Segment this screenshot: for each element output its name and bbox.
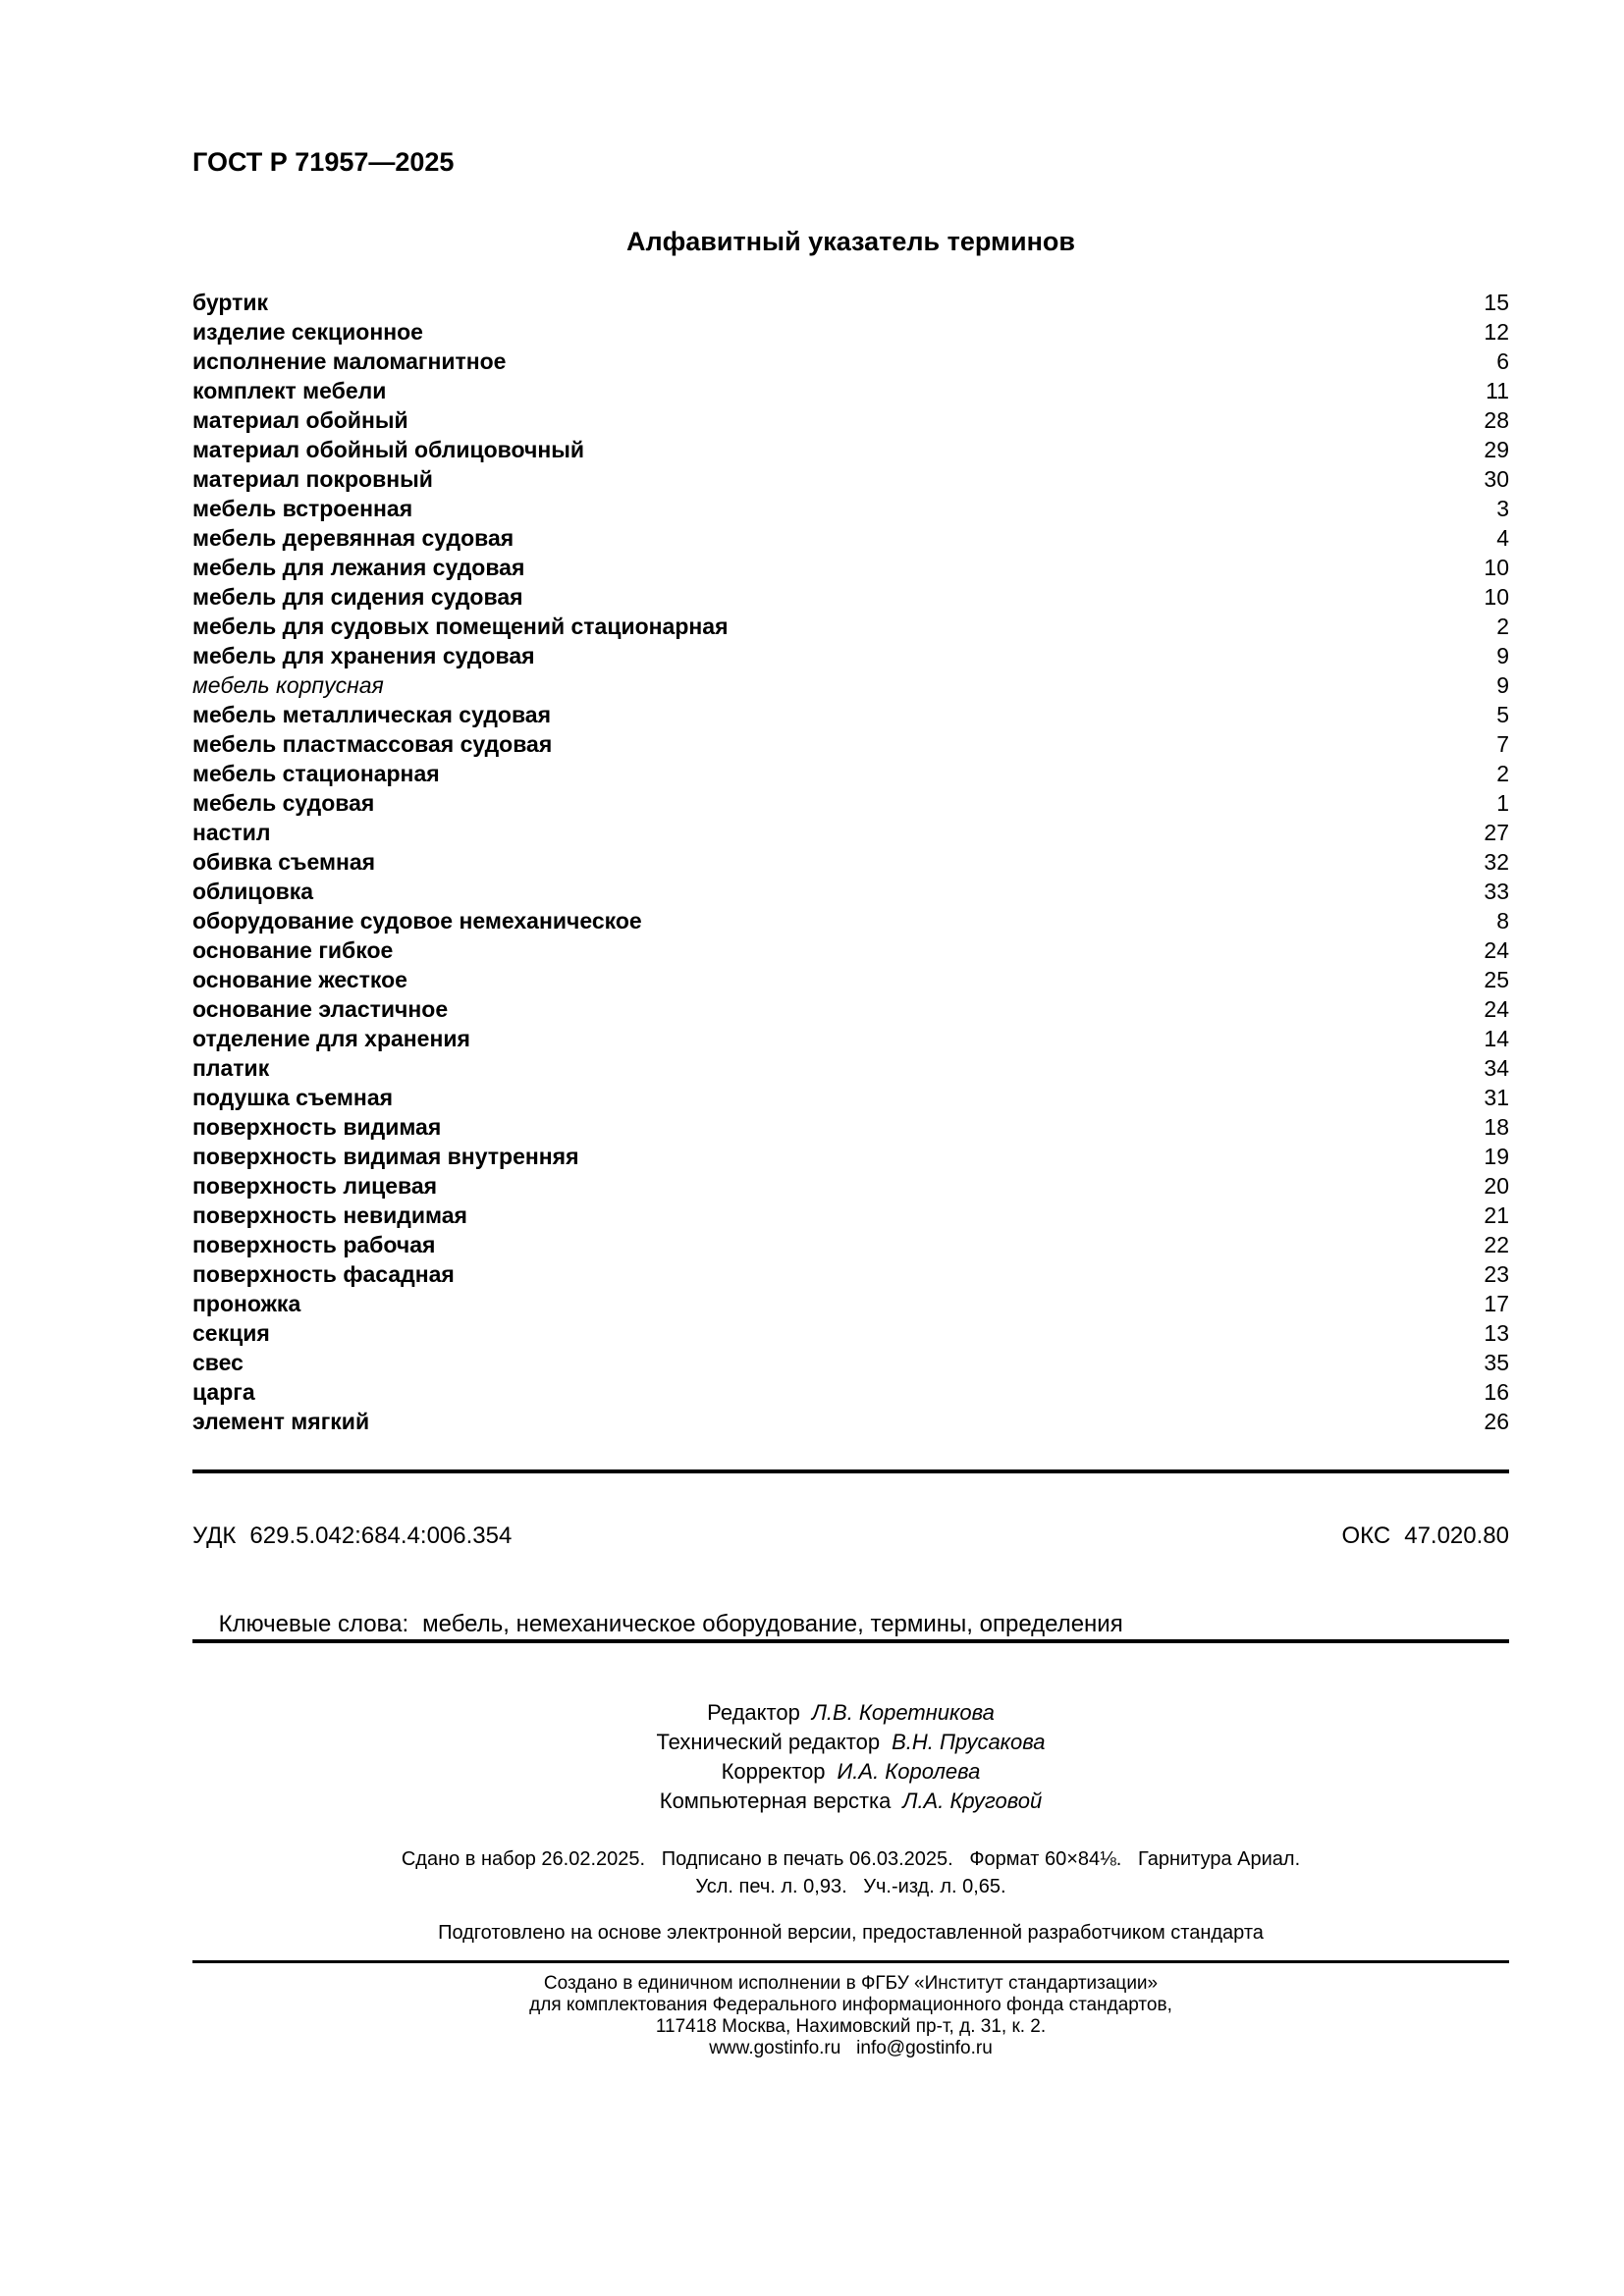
index-entry-row (192, 1348, 1509, 1377)
index-entry-row (192, 935, 1509, 965)
index-term: настил (192, 820, 271, 845)
staff-role: Компьютерная верстка (659, 1789, 892, 1813)
index-term: поверхность видимая (192, 1114, 442, 1140)
index-term: обивка съемная (192, 849, 376, 875)
index-page-number: 6 (1496, 348, 1509, 374)
index-page-number: 31 (1484, 1085, 1509, 1110)
colophon-staff-block (192, 1698, 1509, 1816)
index-entry-row (192, 494, 1509, 523)
index-entry-row (192, 847, 1509, 877)
index-term: подушка съемная (192, 1085, 394, 1110)
print-info-line-2: Усл. печ. л. 0,93. Уч.-изд. л. 0,65. (695, 1876, 1006, 1897)
index-entry-row (192, 1318, 1509, 1348)
index-term: мебель для судовых помещений стационарная (192, 614, 729, 639)
index-entry-row (192, 994, 1509, 1024)
index-entry-row (192, 1142, 1509, 1171)
index-term: мебель судовая (192, 790, 375, 816)
index-page-number: 23 (1484, 1261, 1509, 1287)
publisher-line: www.gostinfo.ru info@gostinfo.ru (709, 2038, 993, 2058)
index-entry-row (192, 1201, 1509, 1230)
index-entry-row (192, 700, 1509, 729)
index-entry-row (192, 670, 1509, 700)
index-entry-row (192, 1024, 1509, 1053)
doc-code: ГОСТ Р 71957—2025 (192, 147, 455, 177)
index-term: поверхность фасадная (192, 1261, 455, 1287)
index-term: мебель металлическая судовая (192, 702, 552, 727)
index-page-number: 21 (1484, 1202, 1509, 1228)
index-page-number: 25 (1484, 967, 1509, 992)
index-entry-row (192, 1083, 1509, 1112)
index-page-number: 10 (1484, 584, 1509, 610)
index-entry-row (192, 523, 1509, 553)
colophon-staff-line (192, 1757, 1509, 1787)
index-term: комплект мебели (192, 378, 387, 403)
index-entry-row (192, 818, 1509, 847)
index-page-number: 26 (1484, 1409, 1509, 1434)
index-page-number: 17 (1484, 1291, 1509, 1316)
index-term: свес (192, 1350, 244, 1375)
index-page-number: 1 (1496, 790, 1509, 816)
index-entry-row (192, 1377, 1509, 1407)
index-term: поверхность невидимая (192, 1202, 467, 1228)
index-page-number: 27 (1484, 820, 1509, 845)
index-page-number: 3 (1496, 496, 1509, 521)
staff-name: В.Н. Прусакова (892, 1730, 1046, 1754)
index-term: мебель корпусная (192, 672, 384, 698)
index-page-number: 2 (1496, 614, 1509, 639)
index-page-number: 29 (1484, 437, 1509, 462)
index-entry-row (192, 788, 1509, 818)
index-term: материал покровный (192, 466, 433, 492)
index-page-number: 34 (1484, 1055, 1509, 1081)
index-page-number: 33 (1484, 879, 1509, 904)
publisher-line: Создано в единичном исполнении в ФГБУ «Институт стандартизации» (543, 1973, 1159, 1994)
index-term: проножка (192, 1291, 301, 1316)
index-page-number: 32 (1484, 849, 1509, 875)
staff-name: Л.А. Круговой (902, 1789, 1043, 1813)
oks-code (1342, 1522, 1510, 1551)
staff-role: Редактор (707, 1700, 800, 1725)
divider-after-keywords (192, 1639, 1509, 1643)
udk-label: УДК (192, 1522, 237, 1549)
print-info-line-1: Сдано в набор 26.02.2025. Подписано в печать 06.03.2025. Формат 60×84⅛. Гарнитура Ариал. (401, 1848, 1301, 1870)
udk-value: 629.5.042:684.4:006.354 (249, 1522, 513, 1549)
index-entry-row (192, 464, 1509, 494)
index-page-number: 19 (1484, 1144, 1509, 1169)
index-entry-row (192, 288, 1509, 317)
index-entry-row (192, 1053, 1509, 1083)
index-entry-row (192, 877, 1509, 906)
codes-row (192, 1522, 1509, 1551)
colophon-staff-line (192, 1728, 1509, 1757)
index-page-number: 10 (1484, 555, 1509, 580)
staff-role: Корректор (721, 1759, 826, 1784)
index-entry-row (192, 376, 1509, 405)
publisher-line: для комплектования Федерального информационного фонда стандартов, (529, 1995, 1172, 2015)
index-page-number: 24 (1484, 996, 1509, 1022)
oks-label: ОКС (1341, 1522, 1391, 1549)
index-entry-row (192, 317, 1509, 347)
publisher-line: 117418 Москва, Нахимовский пр-т, д. 31, к. 2. (655, 2016, 1047, 2037)
index-entry-row (192, 405, 1509, 435)
index-entry-row (192, 1259, 1509, 1289)
index-page-number: 2 (1496, 761, 1509, 786)
index-page-number: 20 (1484, 1173, 1509, 1199)
divider-after-index (192, 1469, 1509, 1473)
index-entry-row (192, 1230, 1509, 1259)
index-term: царга (192, 1379, 255, 1405)
staff-role: Технический редактор (656, 1730, 881, 1754)
index-page-number: 12 (1484, 319, 1509, 345)
index-entry-row (192, 435, 1509, 464)
index-term: основание эластичное (192, 996, 449, 1022)
index-page-number: 4 (1496, 525, 1509, 551)
index-page-number: 30 (1484, 466, 1509, 492)
udk-code (192, 1522, 512, 1551)
index-term: мебель встроенная (192, 496, 413, 521)
page-title: Алфавитный указатель терминов (626, 227, 1075, 256)
index-page-number: 28 (1484, 407, 1509, 433)
index-page-number: 8 (1496, 908, 1509, 934)
index-page-number: 14 (1484, 1026, 1509, 1051)
index-entry-row (192, 347, 1509, 376)
index-page-number: 24 (1484, 937, 1509, 963)
index-entry-row (192, 1407, 1509, 1436)
publisher-block (192, 1973, 1509, 2059)
staff-name: И.А. Королева (837, 1759, 981, 1784)
index-entry-row (192, 1171, 1509, 1201)
index-term: исполнение маломагнитное (192, 348, 507, 374)
keywords-line (192, 1580, 1509, 1669)
index-term: мебель для сидения судовая (192, 584, 523, 610)
index-term: оборудование судовое немеханическое (192, 908, 642, 934)
index-page-number: 35 (1484, 1350, 1509, 1375)
index-page-number: 18 (1484, 1114, 1509, 1140)
colophon-staff-line (192, 1787, 1509, 1816)
index-term: мебель пластмассовая судовая (192, 731, 553, 757)
index-page-number: 5 (1496, 702, 1509, 727)
index-term: облицовка (192, 879, 314, 904)
index-entry-row (192, 729, 1509, 759)
index-term: основание жесткое (192, 967, 407, 992)
index-term: отделение для хранения (192, 1026, 470, 1051)
index-term: мебель стационарная (192, 761, 440, 786)
index-page-number: 15 (1484, 290, 1509, 315)
index-term: поверхность видимая внутренняя (192, 1144, 579, 1169)
index-term: основание гибкое (192, 937, 394, 963)
index-entry-row (192, 965, 1509, 994)
alphabetical-index-list (192, 288, 1509, 1436)
index-page-number: 9 (1496, 643, 1509, 668)
index-term: материал обойный (192, 407, 408, 433)
index-term: мебель для лежания судовая (192, 555, 525, 580)
index-term: буртик (192, 290, 269, 315)
keywords-text: мебель, немеханическое оборудование, термины, определения (422, 1611, 1123, 1637)
oks-value: 47.020.80 (1404, 1522, 1509, 1549)
index-term: платик (192, 1055, 270, 1081)
index-entry-row (192, 553, 1509, 582)
colophon-staff-line (192, 1698, 1509, 1728)
index-term: изделие секционное (192, 319, 423, 345)
keywords-label: Ключевые слова: (218, 1611, 409, 1637)
index-page-number: 7 (1496, 731, 1509, 757)
index-entry-row (192, 1289, 1509, 1318)
index-page-number: 16 (1484, 1379, 1509, 1405)
index-page-number: 11 (1486, 378, 1509, 403)
index-term: поверхность лицевая (192, 1173, 438, 1199)
index-entry-row (192, 641, 1509, 670)
index-term: материал обойный облицовочный (192, 437, 585, 462)
prepared-note: Подготовлено на основе электронной версии, предоставленной разработчиком стандарта (438, 1922, 1264, 1944)
index-entry-row (192, 612, 1509, 641)
index-page-number: 13 (1484, 1320, 1509, 1346)
index-entry-row (192, 759, 1509, 788)
index-term: мебель деревянная судовая (192, 525, 514, 551)
index-entry-row (192, 582, 1509, 612)
index-term: мебель для хранения судовая (192, 643, 535, 668)
index-term: элемент мягкий (192, 1409, 370, 1434)
index-page-number: 22 (1484, 1232, 1509, 1257)
index-page-number: 9 (1496, 672, 1509, 698)
index-entry-row (192, 1112, 1509, 1142)
index-term: поверхность рабочая (192, 1232, 436, 1257)
index-entry-row (192, 906, 1509, 935)
staff-name: Л.В. Коретникова (811, 1700, 995, 1725)
index-term: секция (192, 1320, 270, 1346)
divider-before-publisher (192, 1960, 1509, 1963)
